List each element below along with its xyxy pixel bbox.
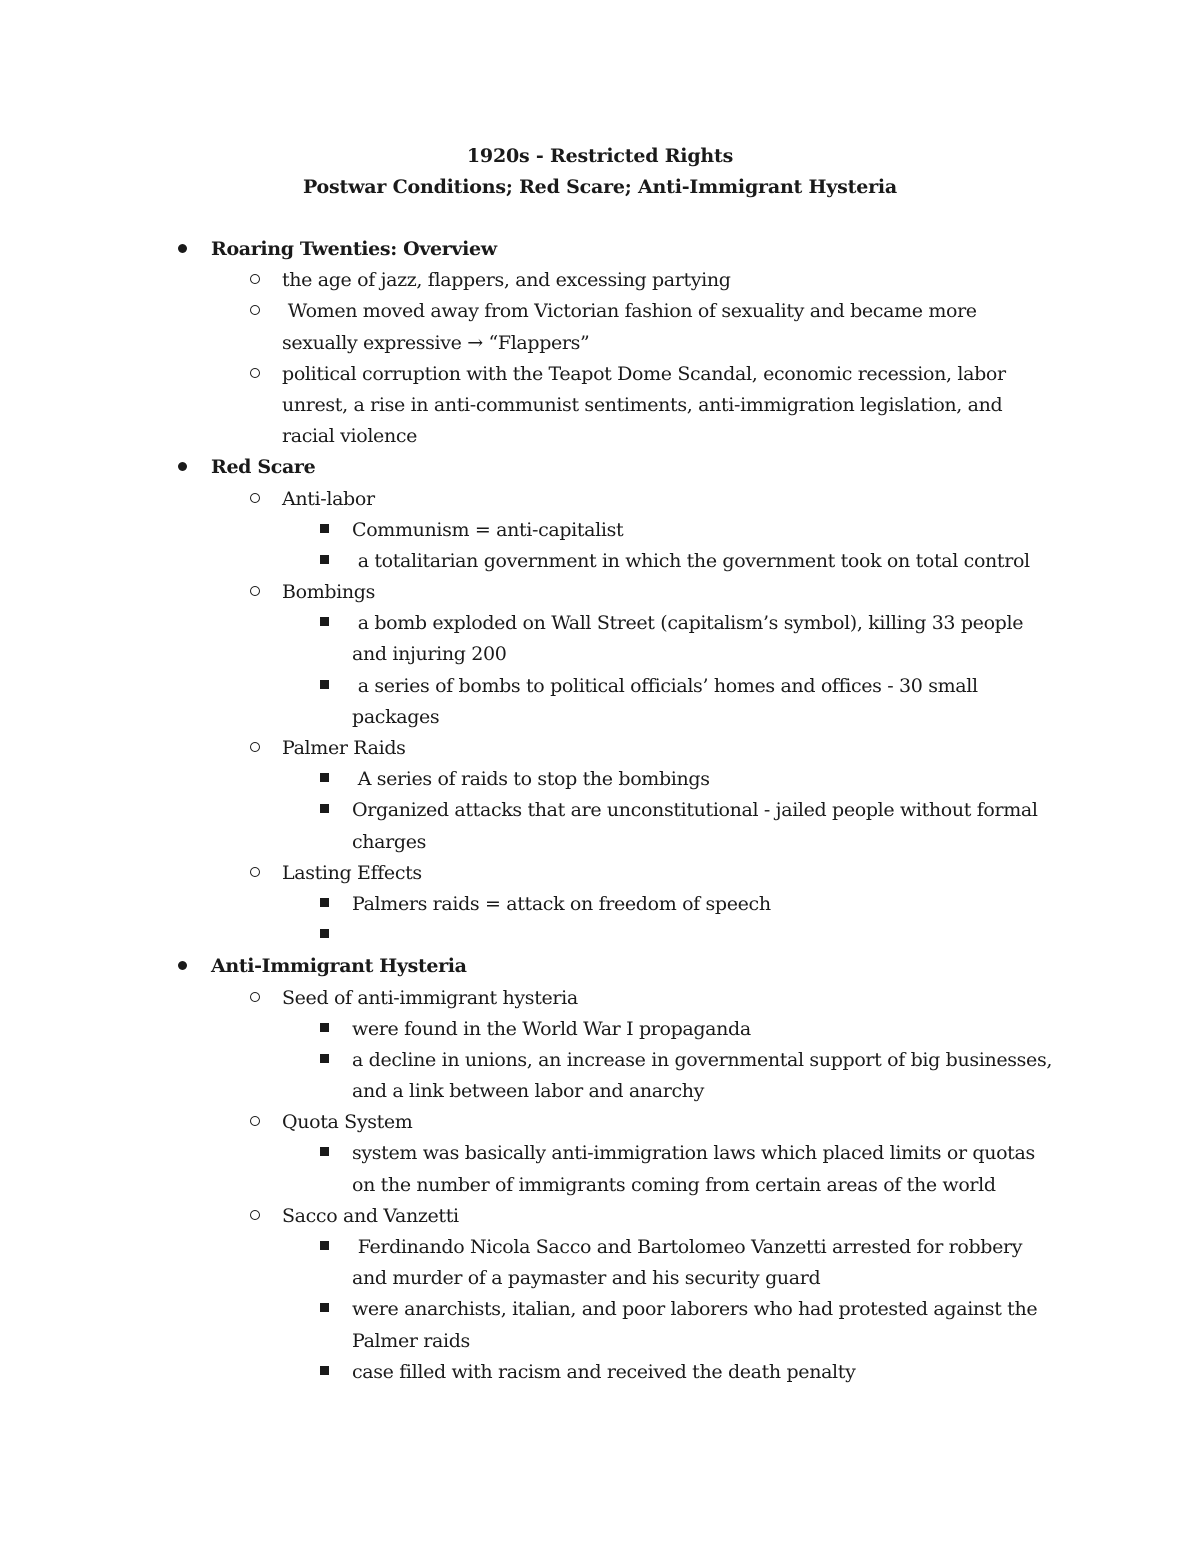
list-item [0,265,1200,296]
sub-list-item-continuation [0,1263,1200,1294]
bullet-square-icon [314,515,334,546]
list-item-continuation [0,390,1200,421]
list-item [0,858,1200,889]
bullet-square-icon [314,1294,334,1325]
bullet-text: system was basically anti-immigration laws which placed limits or quotas [352,1142,1035,1165]
bullet-text: racial violence [282,425,418,448]
sub-list-item-continuation [0,639,1200,670]
sub-list-item [0,1357,1200,1388]
bullet-text: case filled with racism and received the death penalty [352,1360,856,1383]
sub-list-item [0,608,1200,639]
sub-list-item [0,764,1200,795]
bullet-text: Communism = anti-capitalist [352,518,624,541]
section-heading [0,234,1200,265]
bullet-circle-icon [245,733,265,764]
list-item [0,359,1200,390]
bullet-text: Anti-labor [282,487,375,510]
list-item [0,1107,1200,1138]
bullet-text: were found in the World War I propaganda [352,1017,751,1040]
bullet-circle-icon [245,577,265,608]
bullet-text: were anarchists, italian, and poor laborers who had protested against the [352,1298,1038,1321]
bullet-dot-icon [172,452,192,483]
bullet-text: and a link between labor and anarchy [352,1080,705,1103]
bullet-square-icon [314,920,334,951]
bullet-square-icon [314,1357,334,1388]
bullet-text: Organized attacks that are unconstitutional - jailed people without formal [352,799,1038,822]
sub-list-item-continuation [0,827,1200,858]
bullet-square-icon [314,671,334,702]
list-item [0,484,1200,515]
page-subtitle: Postwar Conditions; Red Scare; Anti-Immigrant Hysteria [302,176,898,198]
bullet-square-icon [314,1014,334,1045]
bullet-text: political corruption with the Teapot Dome Scandal, economic recession, labor [282,362,1006,385]
notes-outline [0,234,1200,1388]
bullet-text: and murder of a paymaster and his security guard [352,1267,821,1290]
bullet-text: Palmers raids = attack on freedom of speech [352,892,771,915]
list-item [0,983,1200,1014]
bullet-circle-icon [245,484,265,515]
sub-list-item-continuation [0,702,1200,733]
sub-list-item [0,889,1200,920]
sub-list-item [0,1014,1200,1045]
sub-list-item [0,1138,1200,1169]
bullet-circle-icon [245,359,265,390]
list-item-continuation [0,421,1200,452]
bullet-circle-icon [245,1201,265,1232]
list-item-continuation [0,328,1200,359]
section-heading [0,452,1200,483]
bullet-square-icon [314,1045,334,1076]
bullet-text: a totalitarian government in which the government took on total control [352,549,1030,572]
bullet-square-icon [314,546,334,577]
list-item [0,733,1200,764]
bullet-text: Bombings [282,581,376,604]
sub-list-item [0,671,1200,702]
bullet-text: a decline in unions, an increase in governmental support of big businesses, [352,1048,1053,1071]
list-item [0,296,1200,327]
bullet-text: A series of raids to stop the bombings [352,768,710,791]
bullet-square-icon [314,1232,334,1263]
bullet-text: unrest, a rise in anti-communist sentiments, anti-immigration legislation, and [282,393,1003,416]
sub-list-item [0,920,1200,951]
bullet-text: sexually expressive → “Flappers” [282,331,590,354]
sub-list-item [0,1232,1200,1263]
bullet-circle-icon [245,858,265,889]
sub-list-item-continuation [0,1170,1200,1201]
bullet-text: Quota System [282,1111,413,1134]
bullet-text: Roaring Twenties: Overview [211,238,497,260]
bullet-square-icon [314,764,334,795]
bullet-text: Women moved away from Victorian fashion of sexuality and became more [282,300,977,323]
bullet-text: a series of bombs to political officials’ homes and offices - 30 small [352,674,978,697]
bullet-dot-icon [172,234,192,265]
list-item [0,577,1200,608]
bullet-text: packages [352,705,440,728]
bullet-text: the age of jazz, flappers, and excessing partying [282,269,731,292]
bullet-text: on the number of immigrants coming from certain areas of the world [352,1173,996,1196]
bullet-text: Palmer Raids [282,737,406,759]
bullet-dot-icon [172,951,192,982]
sub-list-item [0,1045,1200,1076]
bullet-text: Palmer raids [352,1329,470,1352]
bullet-square-icon [314,889,334,920]
title-block [0,141,1200,203]
section-heading [0,951,1200,982]
sub-list-item-continuation [0,1076,1200,1107]
bullet-circle-icon [245,296,265,327]
bullet-text: and injuring 200 [352,643,507,666]
bullet-square-icon [314,1138,334,1169]
bullet-text: Sacco and Vanzetti [282,1204,459,1227]
bullet-circle-icon [245,983,265,1014]
sub-list-item [0,795,1200,826]
bullet-text: Red Scare [211,456,316,479]
bullet-square-icon [314,608,334,639]
bullet-circle-icon [245,1107,265,1138]
bullet-text: Seed of anti-immigrant hysteria [282,986,578,1009]
bullet-square-icon [314,795,334,826]
sub-list-item [0,546,1200,577]
sub-list-item [0,1294,1200,1325]
bullet-text: Lasting Effects [282,861,422,884]
bullet-circle-icon [245,265,265,296]
sub-list-item-continuation [0,1326,1200,1357]
page-title: 1920s - Restricted Rights [466,145,734,167]
sub-list-item [0,515,1200,546]
bullet-text: charges [352,830,426,853]
bullet-text: Ferdinando Nicola Sacco and Bartolomeo Vanzetti arrested for robbery [352,1236,1023,1258]
bullet-text: a bomb exploded on Wall Street (capitalism’s symbol), killing 33 people [352,612,1024,635]
list-item [0,1201,1200,1232]
bullet-text: Anti-Immigrant Hysteria [211,955,467,978]
